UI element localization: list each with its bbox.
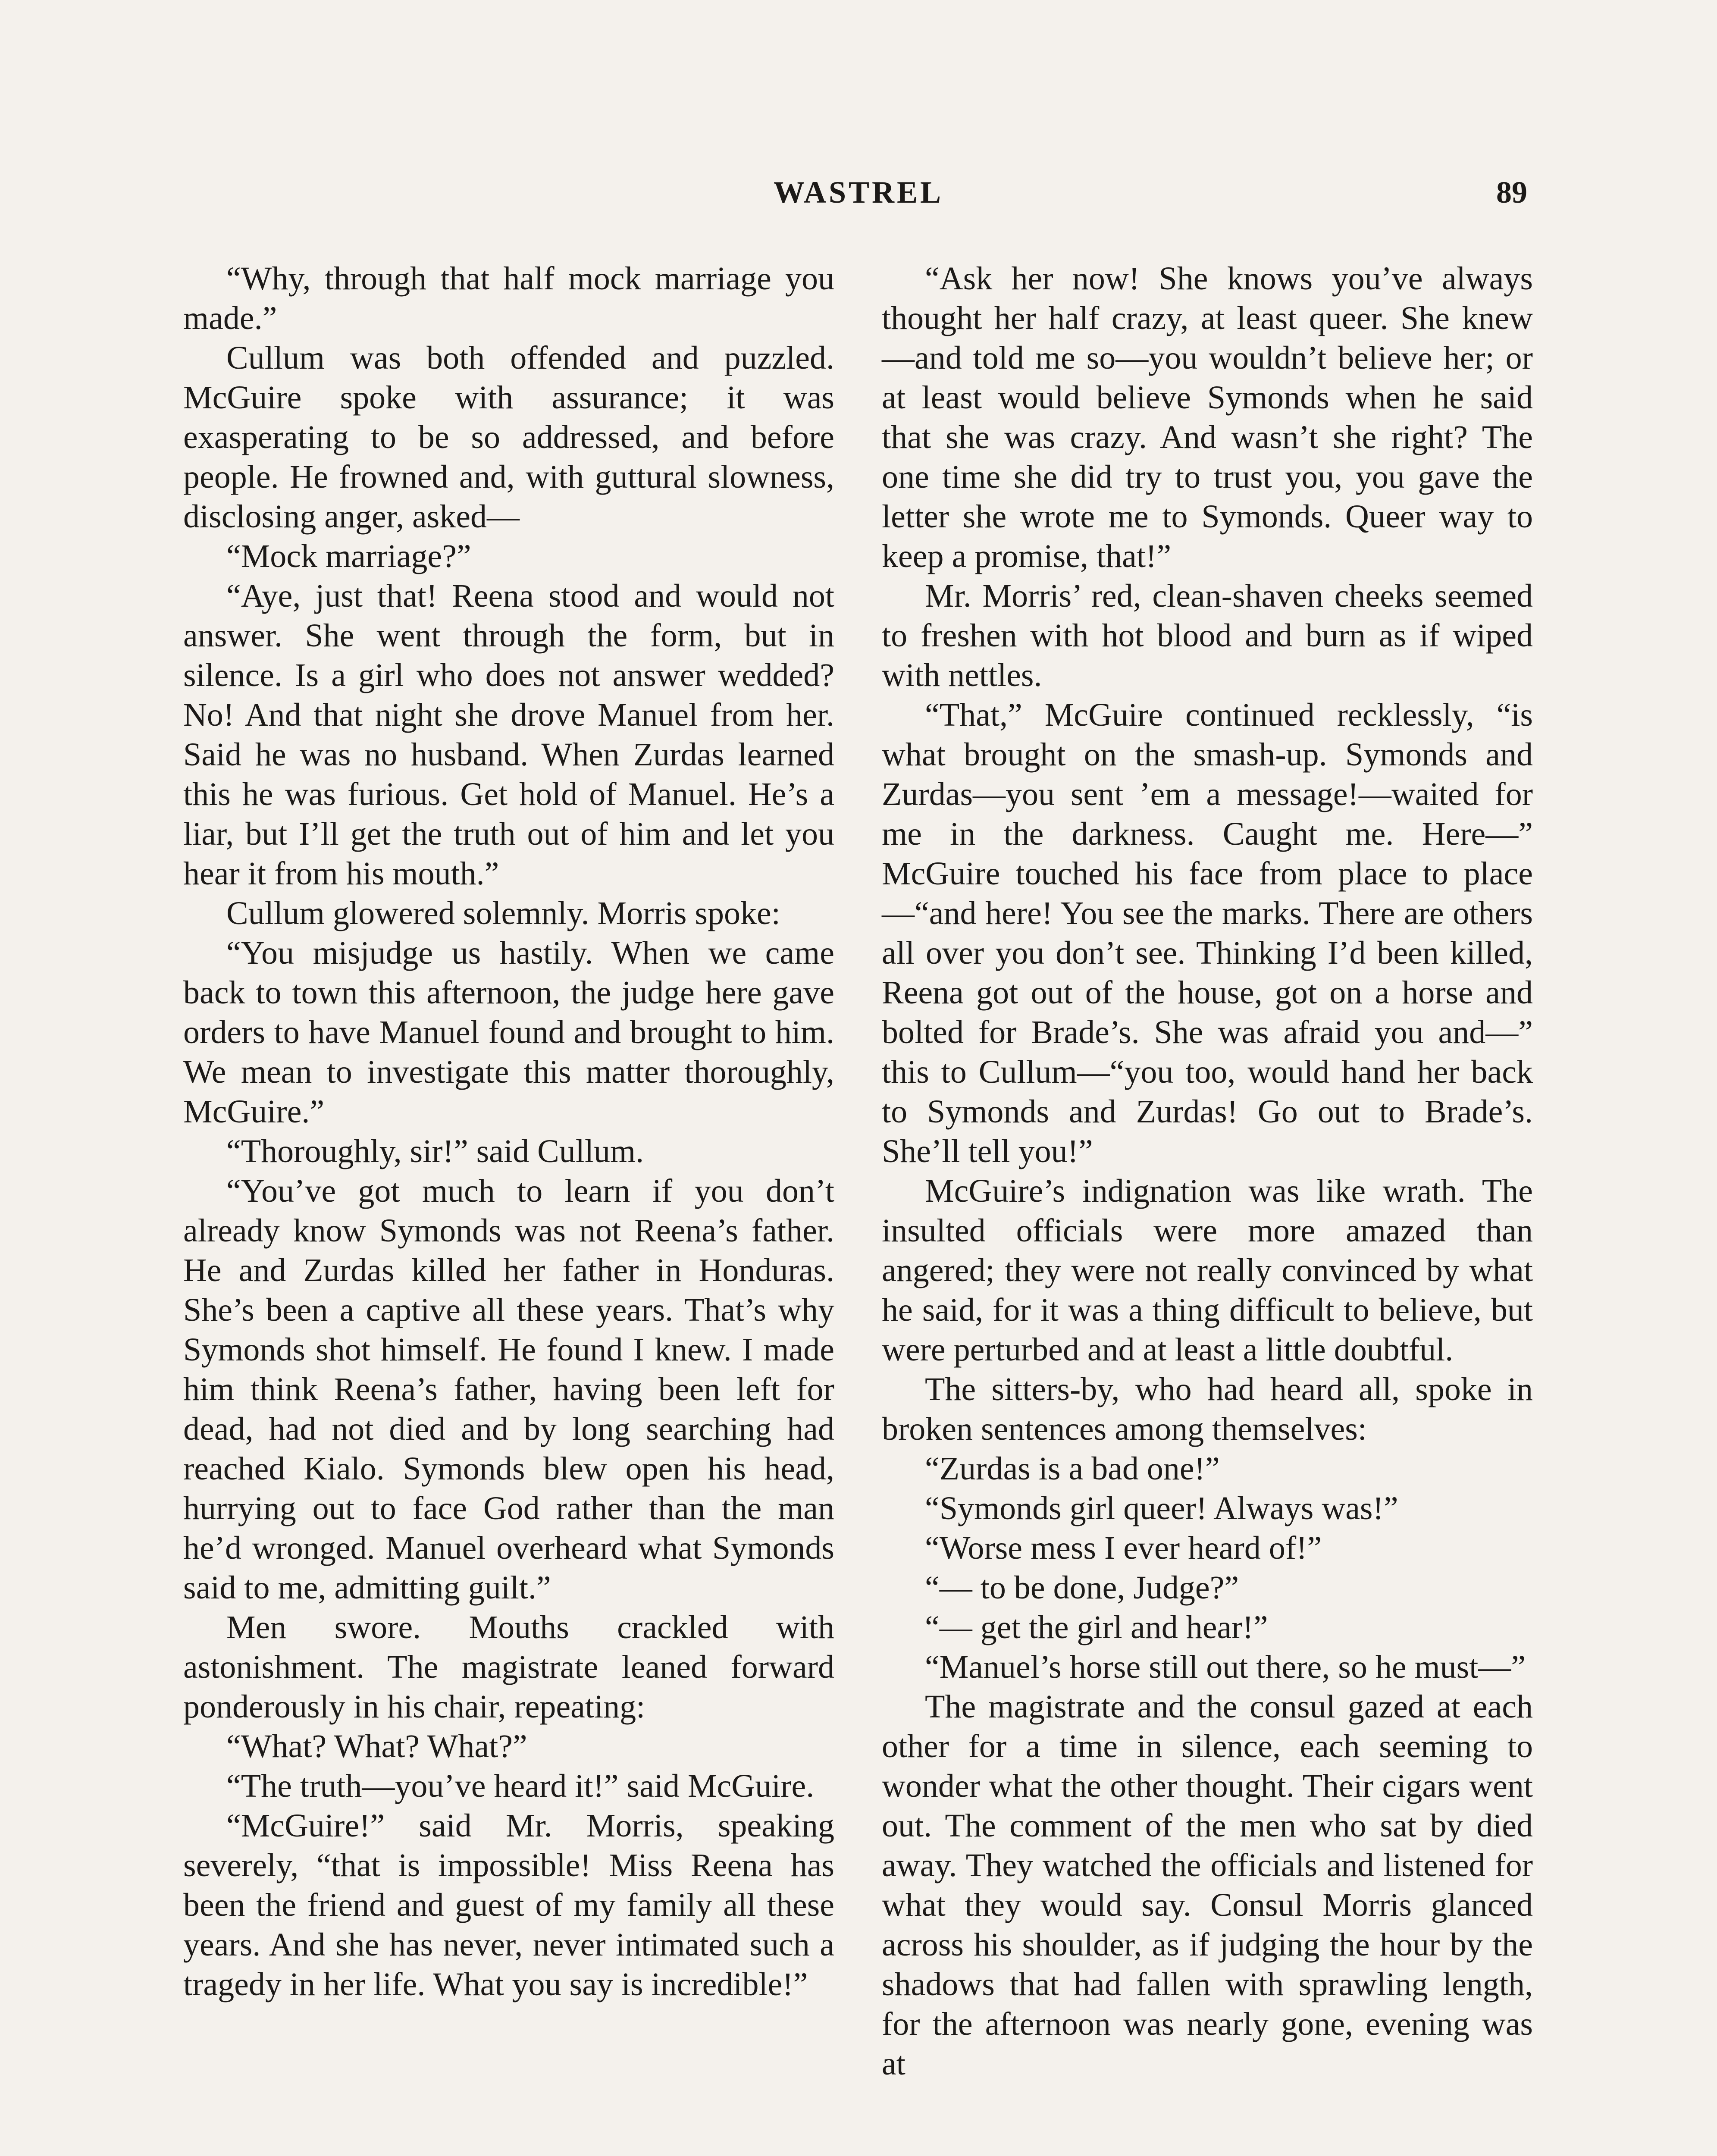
paragraph: Mr. Morris’ red, clean-shaven cheeks seemed to freshen with hot blood and burn as if wiped with nettles. [882,578,1533,693]
paragraph: Men swore. Mouths crackled with astonishment. The magistrate leaned forward ponderously in his chair, repeating: [183,1609,834,1725]
paragraph: “— to be done, Judge?” [925,1570,1239,1606]
paragraph: “Zurdas is a bad one!” [925,1451,1220,1487]
page-number: 89 [1496,175,1527,210]
paragraph: Cullum glowered solemnly. Morris spoke: [226,895,780,931]
paragraph: “What? What? What?” [226,1728,527,1764]
paragraph: “Worse mess I ever heard of!” [925,1530,1322,1566]
paragraph: “That,” McGuire continued recklessly, “is what brought on the smash-up. Symonds and Zurdas—you sent ’em a message!—waited for me in the darkness. Caught me. Here—” McGuire touched his face from place to place—“and here! You see the marks. There are others all over you don’t see. Thinking I’d been killed, Reena got out of the house, got on a horse and bolted for Brade’s. She was afraid you and—” this to Cullum—“you too, would hand her back to Symonds and Zurdas! Go out to Brade’s. She’ll tell you!” [882,697,1533,1169]
paragraph: “The truth—you’ve heard it!” said McGuire. [226,1768,815,1804]
paragraph: McGuire’s indignation was like wrath. The insulted officials were more amazed than angered; they were not really convinced by what he said, for it was a thing difficult to believe, but were perturbed and at least a little doubtful. [882,1173,1533,1368]
paragraph: “Aye, just that! Reena stood and would not answer. She went through the form, but in silence. Is a girl who does not answer wedded? No! And that night she drove Manuel from her. Said he was no husband. When Zurdas learned this he was furious. Get hold of Manuel. He’s a liar, but I’ll get the truth out of him and let you hear it from his mouth.” [183,578,834,892]
paragraph: The sitters-by, who had heard all, spoke in broken sentences among themselves: [882,1371,1533,1447]
paragraph: “Manuel’s horse still out there, so he must—” [925,1649,1526,1685]
page-header [0,175,1717,226]
paragraph: “You’ve got much to learn if you don’t already know Symonds was not Reena’s father. He and Zurdas killed her father in Honduras. She’s been a captive all these years. That’s why Symonds shot himself. He found I knew. I made him think Reena’s father, having been left for dead, had not died and by long searching had reached Kialo. Symonds blew open his head, hurrying out to face God rather than the man he’d wronged. Manuel overheard what Symonds said to me, admitting guilt.” [183,1173,834,1606]
left-column [183,259,834,2004]
paragraph: “You misjudge us hastily. When we came back to town this afternoon, the judge here gave orders to have Manuel found and brought to him. We mean to investigate this matter thoroughly, McGuire.” [183,935,834,1130]
paragraph: “McGuire!” said Mr. Morris, speaking severely, “that is impossible! Miss Reena has been the friend and guest of my family all these years. And she has never, never intimated such a tragedy in her life. What you say is incredible!” [183,1808,834,2002]
paragraph: The magistrate and the consul gazed at each other for a time in silence, each seeming to wonder what the other thought. Their cigars went out. The comment of the men who sat by died away. They watched the officials and listened for what they would say. Consul Morris glanced across his shoulder, as if judging the hour by the shadows that had fallen with sprawling length, for the afternoon was nearly gone, evening was at [882,1689,1533,2082]
right-column [882,259,1533,2084]
paragraph: “Thoroughly, sir!” said Cullum. [226,1133,644,1169]
paragraph: Cullum was both offended and puzzled. McGuire spoke with assurance; it was exasperating to be so addressed, and before people. He frowned and, with guttural slowness, disclosing anger, asked— [183,340,834,535]
running-title: WASTREL [773,175,944,210]
paragraph: “— get the girl and hear!” [925,1609,1268,1645]
paragraph: “Why, through that half mock marriage you made.” [183,260,834,336]
paragraph: “Mock marriage?” [226,538,471,574]
paragraph: “Ask her now! She knows you’ve always thought her half crazy, at least queer. She knew—and told me so—you wouldn’t believe her; or at least would believe Symonds when he said that she was crazy. And wasn’t she right? The one time she did try to trust you, you gave the letter she wrote me to Symonds. Queer way to keep a promise, that!” [882,260,1533,574]
paragraph: “Symonds girl queer! Always was!” [925,1490,1398,1526]
